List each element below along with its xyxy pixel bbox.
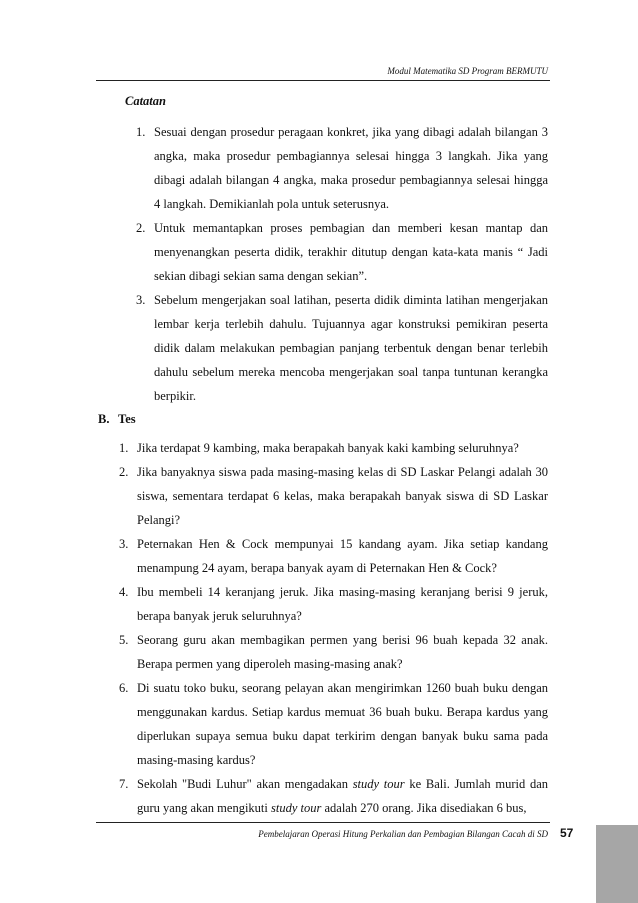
list-item [119,772,548,820]
item-number: 3. [136,293,146,307]
section-label: B. [98,412,110,426]
item-text: Seorang guru akan membagikan permen yang berisi 96 buah kepada 32 anak. Berapa permen yang diperoleh masing-masing anak? [137,633,548,671]
item-text: Jika banyaknya siswa pada masing-masing kelas di SD Laskar Pelangi adalah 30 siswa, sementara terdapat 6 kelas, maka berapakah banyak siswa di SD Laskar Pelangi? [137,465,548,527]
list-item [119,532,548,580]
list-item [136,216,548,288]
item-text: Sebelum mengerjakan soal latihan, peserta didik diminta latihan mengerjakan lembar kerja terlebih dahulu. Tujuannya agar konstruksi pemikiran peserta didik dalam melakukan pembagian panjang terbentuk dengan benar terlebih dahulu sebelum mereka mencoba mengerjakan soal tanpa tuntunan kerangka berpikir. [154,293,548,403]
catatan-heading: Catatan [125,94,166,108]
item-text-part: ke Bali. Jumlah murid dan guru yang akan mengikuti [137,777,548,815]
list-item [119,436,548,460]
item-number: 2. [136,221,146,235]
footer-rule [96,822,550,823]
tes-list [119,436,548,820]
list-item [119,676,548,772]
catatan-list [136,120,548,408]
item-number: 4. [119,585,129,599]
item-number: 3. [119,537,129,551]
item-number: 1. [119,441,129,455]
item-number: 5. [119,633,129,647]
running-footer: Pembelajaran Operasi Hitung Perkalian dan Pembagian Bilangan Cacah di SD [258,829,548,839]
item-text: Jika terdapat 9 kambing, maka berapakah banyak kaki kambing seluruhnya? [137,441,519,455]
section-b-heading [98,412,136,427]
list-item [119,460,548,532]
item-text-part: Sekolah "Budi Luhur" akan mengadakan [137,777,353,791]
item-text-emphasis: study tour [352,777,405,791]
item-number: 6. [119,681,129,695]
section-title: Tes [118,412,136,426]
page-number: 57 [560,826,574,840]
list-item [136,120,548,216]
item-text-emphasis: study tour [271,801,322,815]
list-item [119,580,548,628]
item-text: Di suatu toko buku, seorang pelayan akan mengirimkan 1260 buah buku dengan menggunakan kardus. Setiap kardus memuat 36 buah buku. Berapa kardus yang diperlukan supaya semua buku dapat terkirim dengan banyak buku sama pada masing-masing kardus? [137,681,548,767]
item-number: 2. [119,465,129,479]
item-text: Untuk memantapkan proses pembagian dan memberi kesan mantap dan menyenangkan peserta didik, terakhir ditutup dengan kata-kata manis “ Jadi sekian dibagi sekian sama dengan sekian”. [154,221,548,283]
item-text: Ibu membeli 14 keranjang jeruk. Jika masing-masing keranjang berisi 9 jeruk, berapa banyak jeruk seluruhnya? [137,585,548,623]
item-number: 1. [136,125,146,139]
running-header: Modul Matematika SD Program BERMUTU [387,66,548,76]
item-number: 7. [119,777,129,791]
list-item [119,628,548,676]
header-rule [96,80,550,81]
item-text-part: adalah 270 orang. Jika disediakan 6 bus, [321,801,527,815]
list-item [136,288,548,408]
page-tab-decoration [596,825,638,903]
item-text: Sesuai dengan prosedur peragaan konkret, jika yang dibagi adalah bilangan 3 angka, maka prosedur pembagiannya selesai hingga 3 langkah. Jika yang dibagi adalah bilangan 4 angka, maka prosedur pembagiannya selesai hingga 4 langkah. Demikianlah pola untuk seterusnya. [154,125,548,211]
item-text: Peternakan Hen & Cock mempunyai 15 kandang ayam. Jika setiap kandang menampung 24 ayam, berapa banyak ayam di Peternakan Hen & Cock? [137,537,548,575]
